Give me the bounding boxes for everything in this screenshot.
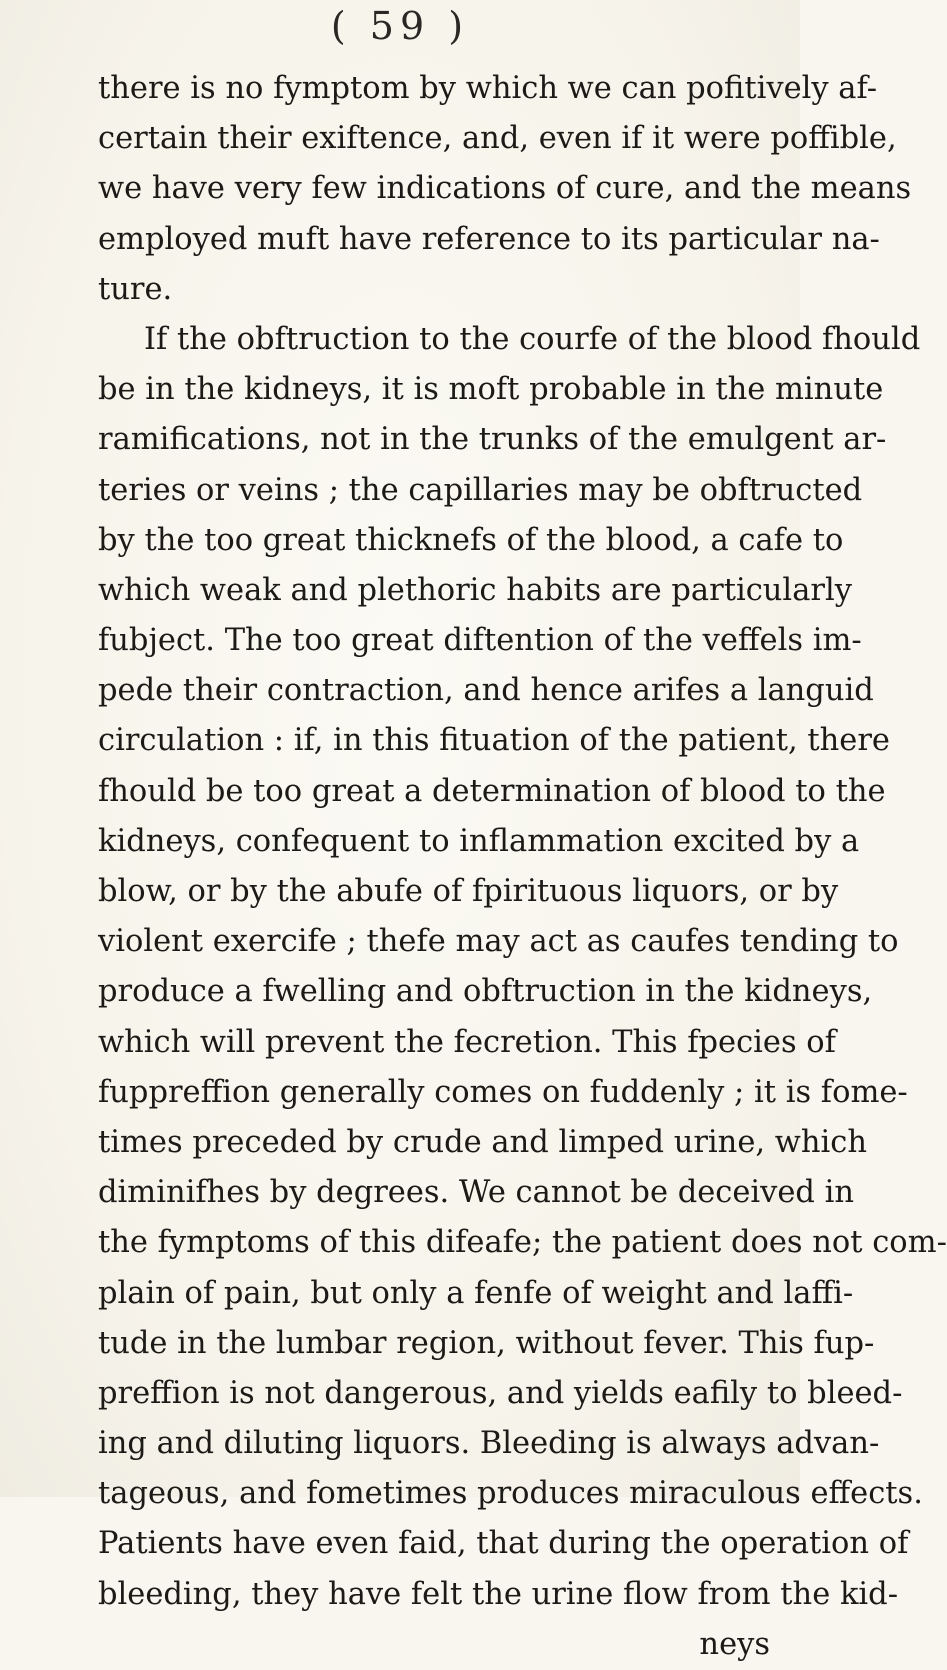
text-line: there is no fymptom by which we can pofitively af- bbox=[98, 71, 878, 106]
text-line: employed muft have reference to its particular na- bbox=[98, 221, 880, 257]
text-line: diminifhes by degrees. We cannot be deceived in bbox=[98, 1175, 855, 1211]
text-line: If the obftruction to the courfe of the blood fhould bbox=[144, 321, 921, 357]
text-line: Patients have even faid, that during the operation of bbox=[98, 1526, 909, 1562]
text-line: ramifications, not in the trunks of the emulgent ar- bbox=[98, 422, 887, 458]
text-line: fubject. The too great diftention of the veffels im- bbox=[98, 623, 862, 659]
text-line: fhould be too great a determination of blood to the bbox=[98, 773, 886, 809]
text-line: blow, or by the abufe of fpirituous liquors, or by bbox=[98, 874, 839, 909]
text-line: we have very few indications of cure, and the means bbox=[98, 171, 912, 207]
catchword: neys bbox=[699, 1626, 770, 1662]
page-number: ( 59 ) bbox=[330, 4, 470, 48]
text-line: bleeding, they have felt the urine flow from the kid- bbox=[98, 1576, 899, 1612]
text-line: violent exercife ; thefe may act as caufes tending to bbox=[98, 924, 899, 960]
text-line: fuppreffion generally comes on fuddenly ; it is fome- bbox=[98, 1074, 908, 1110]
text-line: preffion is not dangerous, and yields eafily to bleed- bbox=[98, 1375, 903, 1411]
body-text bbox=[98, 64, 947, 1670]
text-line: tude in the lumbar region, without fever. This fup- bbox=[98, 1325, 875, 1361]
text-line: produce a fwelling and obftruction in the kidneys, bbox=[98, 974, 873, 1010]
text-line: kidneys, confequent to inflammation excited by a bbox=[98, 823, 860, 859]
text-line: by the too great thicknefs of the blood, a cafe to bbox=[98, 522, 844, 558]
text-line: the fymptoms of this difeafe; the patient does not com- bbox=[98, 1225, 947, 1261]
text-line: teries or veins ; the capillaries may be obftructed bbox=[98, 472, 863, 508]
text-line: which weak and plethoric habits are particularly bbox=[98, 572, 852, 608]
text-line: circulation : if, in this fituation of the patient, there bbox=[98, 723, 890, 759]
text-line: plain of pain, but only a fenfe of weight and laffi- bbox=[98, 1275, 854, 1311]
text-line: pede their contraction, and hence arifes a languid bbox=[98, 673, 874, 709]
text-line: certain their exiftence, and, even if it were poffible, bbox=[98, 121, 897, 157]
text-line: ture. bbox=[98, 271, 173, 307]
text-line: which will prevent the fecretion. This fpecies of bbox=[98, 1024, 836, 1060]
text-line: times preceded by crude and limped urine, which bbox=[98, 1124, 867, 1160]
text-line: ing and diluting liquors. Bleeding is always advan- bbox=[98, 1426, 880, 1462]
text-line: be in the kidneys, it is moft probable in the minute bbox=[98, 372, 884, 408]
text-line: tageous, and fometimes produces miraculous effects. bbox=[98, 1476, 923, 1512]
